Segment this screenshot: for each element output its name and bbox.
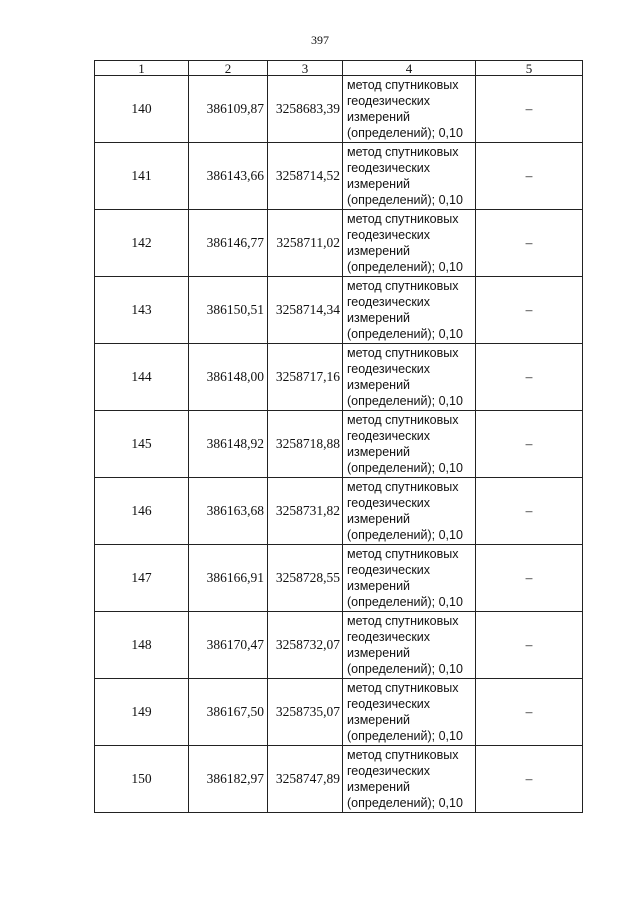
point-number-cell: 145 <box>95 411 189 478</box>
method-cell: метод спутниковых геодезических измерений (определений); 0,10 <box>343 612 476 679</box>
x-coordinate-cell: 386163,68 <box>189 478 268 545</box>
y-coordinate-cell: 3258718,88 <box>268 411 343 478</box>
method-cell: метод спутниковых геодезических измерений (определений); 0,10 <box>343 679 476 746</box>
point-number-cell: 143 <box>95 277 189 344</box>
point-number-cell: 141 <box>95 143 189 210</box>
table-row <box>95 612 583 679</box>
point-number-cell: 140 <box>95 76 189 143</box>
y-coordinate-cell: 3258735,07 <box>268 679 343 746</box>
column-5-cell: – <box>476 344 583 411</box>
method-cell: метод спутниковых геодезических измерений (определений); 0,10 <box>343 478 476 545</box>
column-5-cell: – <box>476 478 583 545</box>
column-5-cell: – <box>476 76 583 143</box>
method-cell: метод спутниковых геодезических измерений (определений); 0,10 <box>343 143 476 210</box>
table-header <box>95 61 583 76</box>
method-cell: метод спутниковых геодезических измерений (определений); 0,10 <box>343 210 476 277</box>
y-coordinate-cell: 3258714,34 <box>268 277 343 344</box>
header-col-1: 1 <box>95 61 189 76</box>
page-number: 397 <box>311 33 329 47</box>
table-row <box>95 277 583 344</box>
table-row <box>95 478 583 545</box>
point-number-cell: 150 <box>95 746 189 813</box>
point-number-cell: 147 <box>95 545 189 612</box>
header-col-3: 3 <box>268 61 343 76</box>
column-5-cell: – <box>476 545 583 612</box>
header-row <box>95 61 583 76</box>
method-cell: метод спутниковых геодезических измерений (определений); 0,10 <box>343 545 476 612</box>
table-row <box>95 76 583 143</box>
table-row <box>95 746 583 813</box>
y-coordinate-cell: 3258714,52 <box>268 143 343 210</box>
x-coordinate-cell: 386166,91 <box>189 545 268 612</box>
header-col-4: 4 <box>343 61 476 76</box>
table-row <box>95 143 583 210</box>
x-coordinate-cell: 386150,51 <box>189 277 268 344</box>
table-row <box>95 210 583 277</box>
y-coordinate-cell: 3258728,55 <box>268 545 343 612</box>
column-5-cell: – <box>476 679 583 746</box>
method-cell: метод спутниковых геодезических измерений (определений); 0,10 <box>343 411 476 478</box>
x-coordinate-cell: 386170,47 <box>189 612 268 679</box>
y-coordinate-cell: 3258711,02 <box>268 210 343 277</box>
x-coordinate-cell: 386109,87 <box>189 76 268 143</box>
point-number-cell: 148 <box>95 612 189 679</box>
x-coordinate-cell: 386148,00 <box>189 344 268 411</box>
point-number-cell: 142 <box>95 210 189 277</box>
x-coordinate-cell: 386148,92 <box>189 411 268 478</box>
method-cell: метод спутниковых геодезических измерений (определений); 0,10 <box>343 76 476 143</box>
column-5-cell: – <box>476 746 583 813</box>
point-number-cell: 144 <box>95 344 189 411</box>
y-coordinate-cell: 3258731,82 <box>268 478 343 545</box>
table-body <box>95 76 583 813</box>
table-row <box>95 411 583 478</box>
y-coordinate-cell: 3258732,07 <box>268 612 343 679</box>
x-coordinate-cell: 386182,97 <box>189 746 268 813</box>
table-row <box>95 545 583 612</box>
y-coordinate-cell: 3258747,89 <box>268 746 343 813</box>
coordinates-table <box>94 60 583 813</box>
header-col-5: 5 <box>476 61 583 76</box>
column-5-cell: – <box>476 411 583 478</box>
x-coordinate-cell: 386143,66 <box>189 143 268 210</box>
method-cell: метод спутниковых геодезических измерений (определений); 0,10 <box>343 277 476 344</box>
point-number-cell: 149 <box>95 679 189 746</box>
column-5-cell: – <box>476 277 583 344</box>
header-col-2: 2 <box>189 61 268 76</box>
table-row <box>95 344 583 411</box>
point-number-cell: 146 <box>95 478 189 545</box>
y-coordinate-cell: 3258717,16 <box>268 344 343 411</box>
x-coordinate-cell: 386146,77 <box>189 210 268 277</box>
table-row <box>95 679 583 746</box>
method-cell: метод спутниковых геодезических измерений (определений); 0,10 <box>343 746 476 813</box>
x-coordinate-cell: 386167,50 <box>189 679 268 746</box>
column-5-cell: – <box>476 612 583 679</box>
column-5-cell: – <box>476 210 583 277</box>
y-coordinate-cell: 3258683,39 <box>268 76 343 143</box>
column-5-cell: – <box>476 143 583 210</box>
method-cell: метод спутниковых геодезических измерений (определений); 0,10 <box>343 344 476 411</box>
